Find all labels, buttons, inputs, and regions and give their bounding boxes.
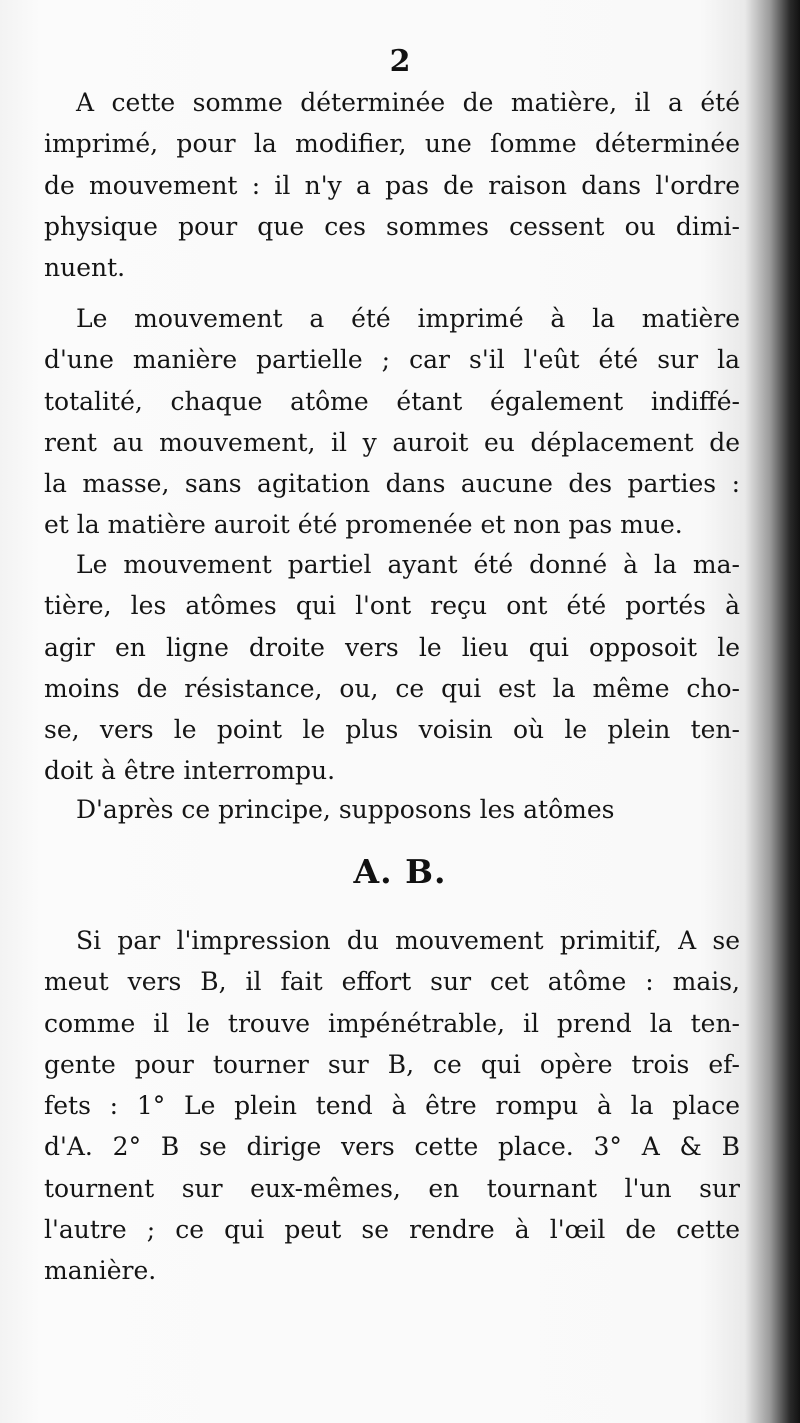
- text-line: rent au mouvement, il y auroit eu déplacement de: [44, 427, 740, 457]
- text-line: imprimé, pour la modifier, une ſomme déterminée: [44, 129, 740, 159]
- text-line: la masse, sans agitation dans aucune des parties :: [44, 469, 740, 499]
- text-line: agir en ligne droite vers le lieu qui opposoit le: [44, 632, 740, 662]
- paragraph-1: [44, 82, 740, 288]
- text-line: doit à être interrompu.: [44, 756, 336, 786]
- text-line: l'autre ; ce qui peut se rendre à l'œil de cette: [44, 1215, 740, 1245]
- text-line: fets : 1° Le plein tend à être rompu à la place: [44, 1091, 740, 1121]
- paragraph-2: [44, 298, 740, 546]
- text-line: moins de résistance, ou, ce qui est la même cho-: [44, 673, 740, 703]
- text-line: nuent.: [44, 253, 126, 283]
- text-line: Le mouvement a été imprimé à la matière: [76, 304, 740, 333]
- page-number: 2: [389, 44, 411, 79]
- paragraph-5: [44, 920, 740, 1292]
- text-line: Le mouvement partiel ayant été donné à la ma-: [76, 550, 740, 579]
- text-line: d'une manière partielle ; car s'il l'eût été sur la: [44, 345, 740, 375]
- text-line: de mouvement : il n'y a pas de raison dans l'ordre: [44, 170, 740, 200]
- atom-formula: A. B.: [353, 852, 447, 891]
- text-line: meut vers B, il fait effort sur cet atôme : mais,: [44, 967, 740, 997]
- text-line: totalité, chaque atôme étant également indiffé-: [44, 386, 740, 416]
- paragraph-4: [44, 789, 740, 830]
- text-line: tière, les atômes qui l'ont reçu ont été portés à: [44, 591, 740, 621]
- paragraph-3: [44, 544, 740, 792]
- text-line: physique pour que ces sommes cessent ou dimi-: [44, 211, 740, 241]
- text-line: gente pour tourner sur B, ce qui opère trois ef-: [44, 1049, 740, 1079]
- text-line: se, vers le point le plus voisin où le plein ten-: [44, 715, 740, 745]
- text-line: D'après ce principe, supposons les atômes: [76, 795, 615, 824]
- text-line: d'A. 2° B se dirige vers cette place. 3° A & B: [44, 1132, 740, 1162]
- text-line: comme il le trouve impénétrable, il prend la ten-: [44, 1008, 740, 1038]
- text-line: tournent sur eux-mêmes, en tournant l'un sur: [44, 1173, 740, 1203]
- text-line: manière.: [44, 1256, 157, 1286]
- text-line: A cette somme déterminée de matière, il a été: [76, 88, 740, 117]
- text-line: Si par l'impression du mouvement primitif, A se: [76, 926, 740, 955]
- text-line: et la matière auroit été promenée et non pas mue.: [44, 510, 683, 540]
